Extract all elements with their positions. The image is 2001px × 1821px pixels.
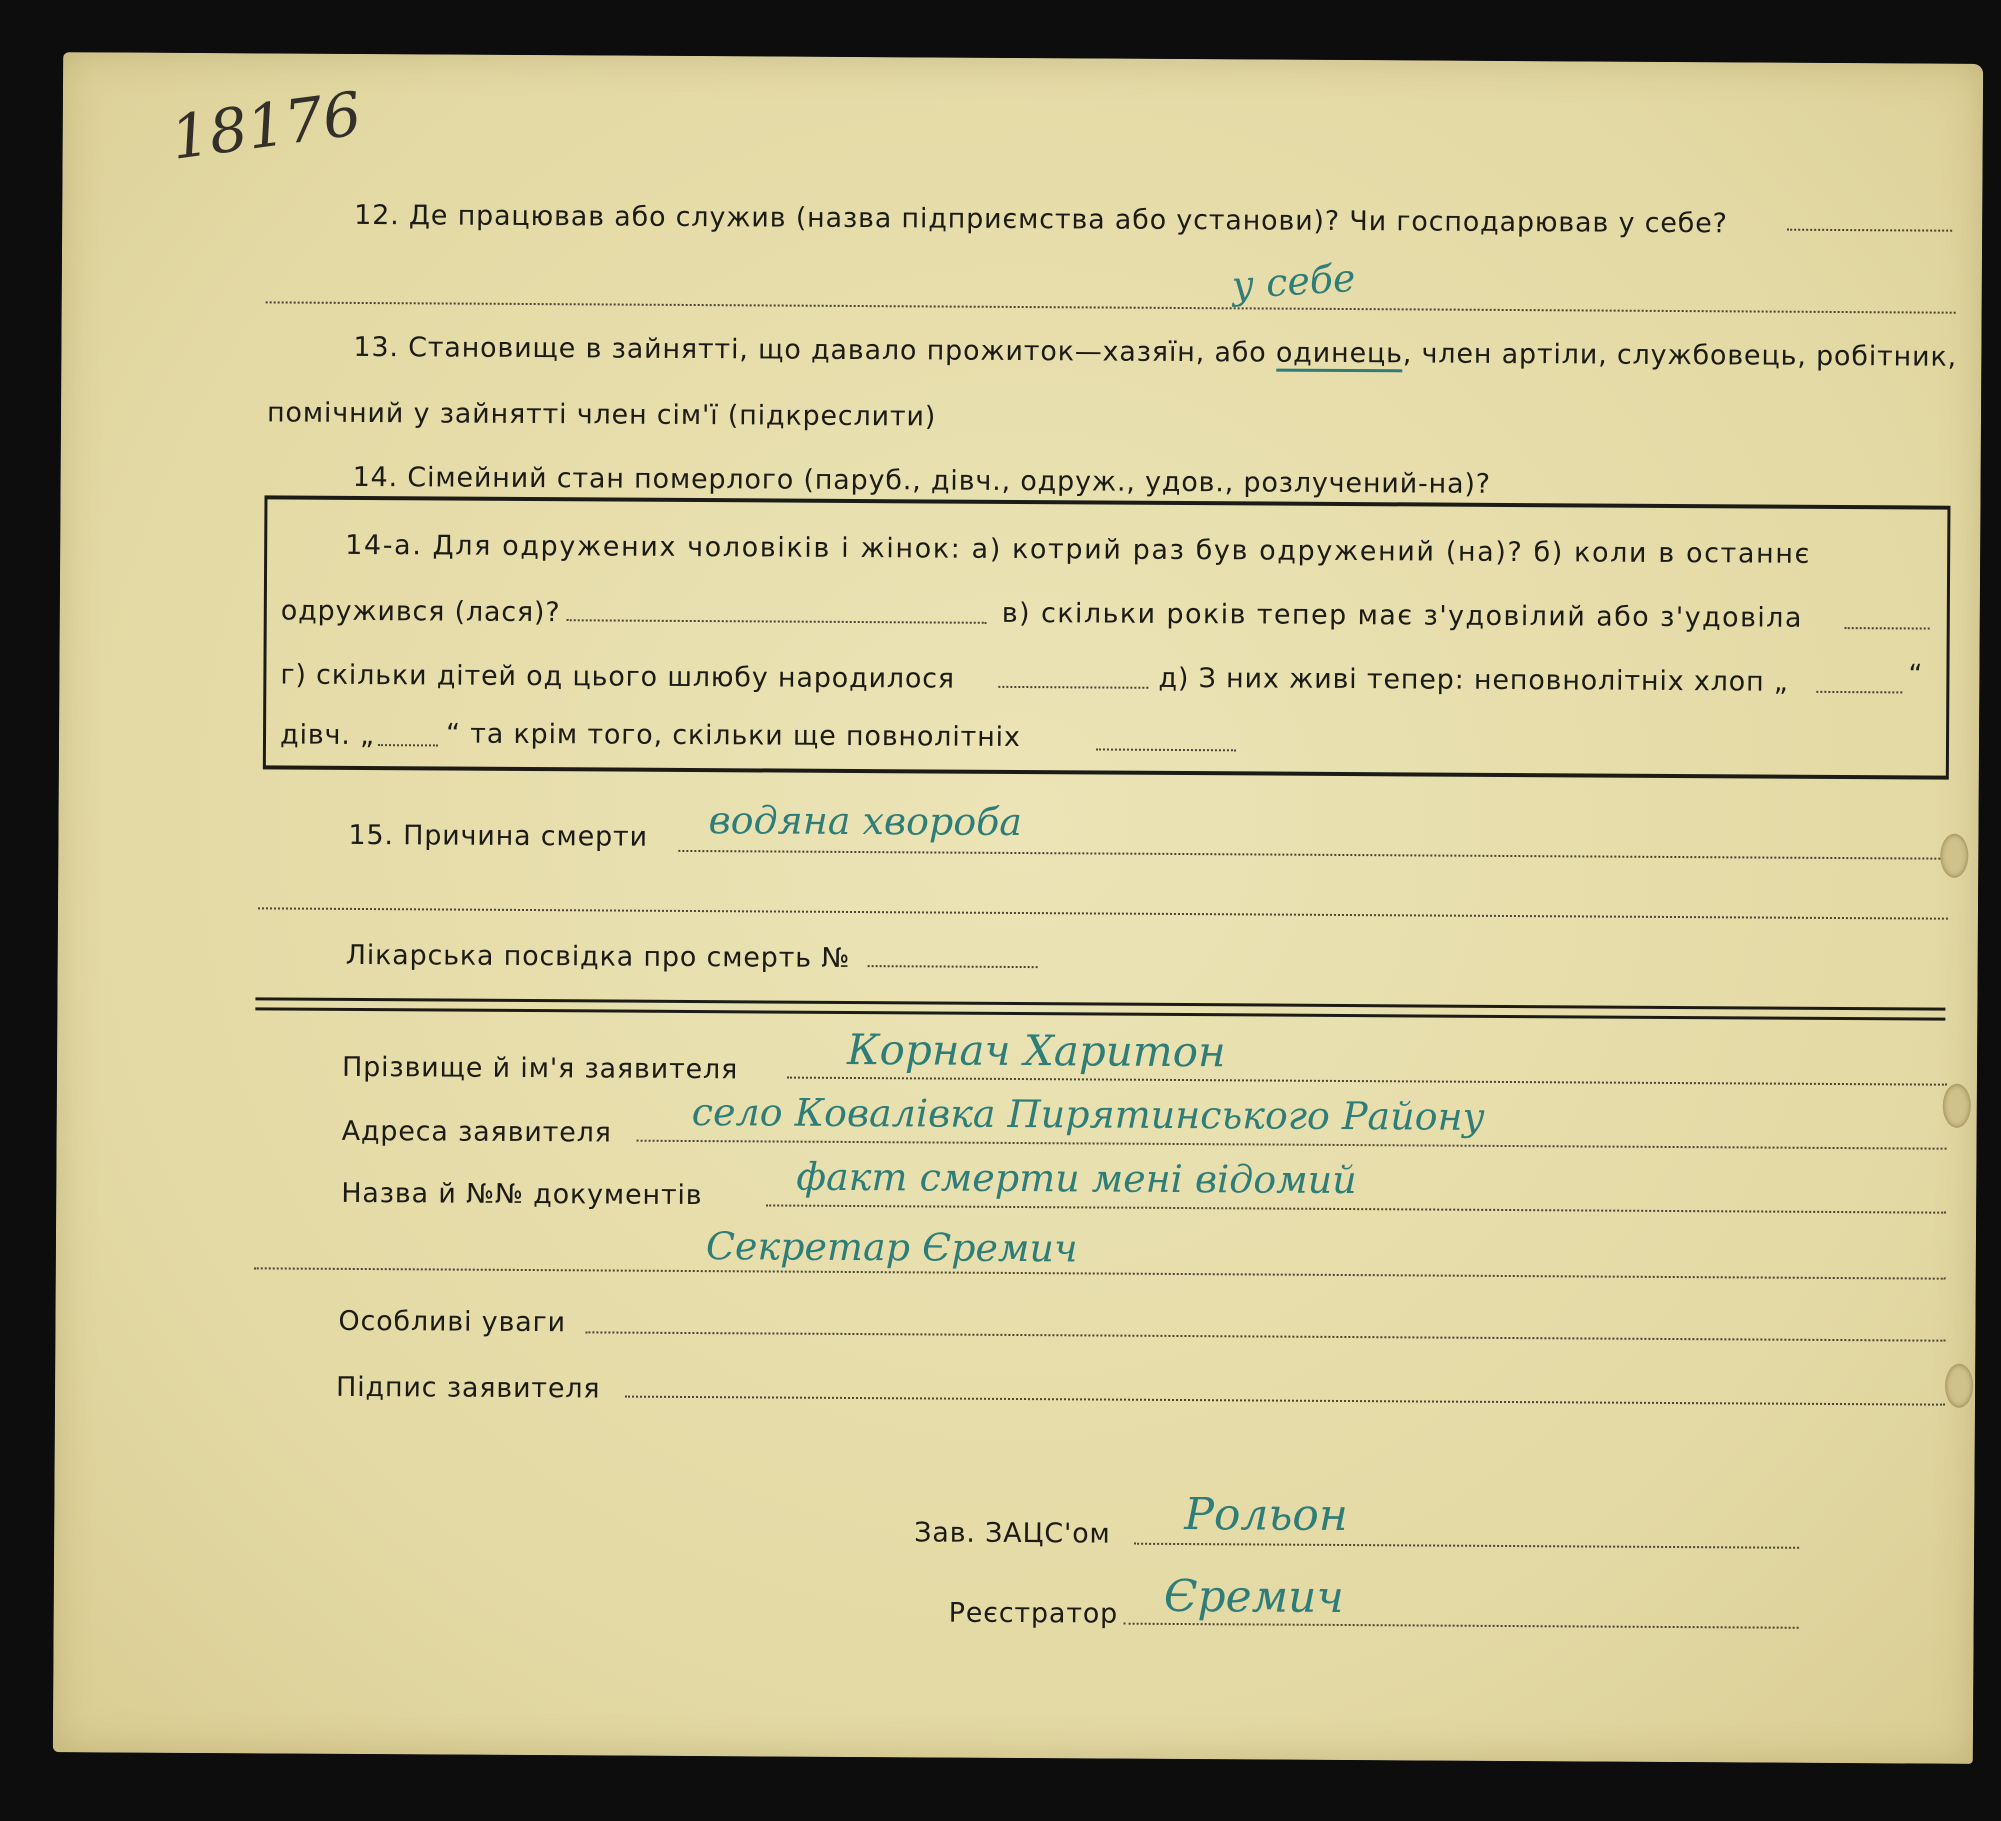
q14a-line2-dots-2 bbox=[1845, 627, 1930, 630]
applicant-name-label: Прізвище й ім'я заявителя bbox=[341, 1051, 739, 1086]
applicant-notes-line bbox=[585, 1331, 1945, 1341]
q12-label: 12. Де працював або служив (назва підприємства або установи)? Чи господарював у себе? bbox=[354, 199, 1728, 240]
q14a-line3-dots-2 bbox=[1816, 691, 1902, 694]
q14a-line4a: дівч. „ bbox=[279, 719, 375, 752]
q15-answer: водяна хвороба bbox=[708, 798, 1023, 845]
applicant-name-line bbox=[787, 1077, 1947, 1086]
q15-label: 15. Причина смерти bbox=[348, 819, 648, 853]
applicant-docs-value-1: факт смерти мені відомий bbox=[796, 1154, 1357, 1203]
certificate-label: Лікарська посвідка про смерть № bbox=[345, 939, 851, 974]
applicant-signature-label: Підпис заявителя bbox=[335, 1371, 601, 1405]
head-signature: Рольон bbox=[1184, 1489, 1348, 1542]
binding-hole bbox=[1945, 1364, 1973, 1408]
applicant-docs-label: Назва й №№ документів bbox=[341, 1177, 703, 1212]
head-label: Зав. ЗАЦС'ом bbox=[914, 1517, 1111, 1550]
registrar-label: Реєстратор bbox=[948, 1597, 1119, 1630]
binding-hole bbox=[1943, 1084, 1971, 1128]
q12-dotline bbox=[1787, 229, 1952, 232]
binding-hole bbox=[1940, 834, 1968, 878]
separator-rule-bottom bbox=[255, 1007, 1945, 1020]
q14a-line4b: “ та крім того, скільки ще повнолітніх bbox=[445, 718, 1021, 754]
applicant-address-line bbox=[637, 1140, 1947, 1150]
q12-answer-line bbox=[266, 301, 1956, 313]
applicant-name-value: Корнач Харитон bbox=[846, 1024, 1226, 1077]
q14a-line2a: одружився (лася)? bbox=[280, 595, 561, 629]
q14a-line1: 14-а. Для одружених чоловіків і жінок: а) котрий раз був одружений (на)? б) коли в останнє bbox=[345, 529, 1812, 570]
q13-line1-post: , член артіли, службовець, робітник, bbox=[1402, 338, 1957, 373]
q14a-line2b: в) скільки років тепер має з'удовілий або з'удовіла bbox=[1001, 597, 1803, 634]
applicant-docs-second-line bbox=[254, 1267, 1946, 1279]
registrar-signature: Єремич bbox=[1163, 1570, 1345, 1624]
q14a-line3-dots-1 bbox=[998, 686, 1148, 689]
applicant-docs-line bbox=[766, 1204, 1946, 1213]
q15-second-line bbox=[258, 907, 1948, 919]
head-signature-line bbox=[1134, 1543, 1799, 1549]
q13-selected-option: одинець bbox=[1276, 338, 1403, 373]
q14-label: 14. Сімейний стан померлого (паруб., дівч., одруж., удов., розлучений-на)? bbox=[352, 461, 1491, 500]
q14a-line4-dots-1 bbox=[378, 744, 438, 746]
q13-line1 bbox=[353, 332, 1957, 373]
q14a-line3c: “ bbox=[1908, 659, 1924, 691]
applicant-address-value: село Ковалівка Пирятинського Району bbox=[691, 1090, 1485, 1139]
applicant-signature-line bbox=[625, 1396, 1945, 1406]
registrar-signature-line bbox=[1124, 1623, 1799, 1629]
certificate-dotline bbox=[868, 965, 1038, 968]
q13-line2: помічний у зайнятті член сім'ї (підкреслити) bbox=[266, 397, 937, 433]
sheet-number: 18176 bbox=[166, 78, 366, 174]
applicant-notes-label: Особливі уваги bbox=[338, 1305, 566, 1339]
applicant-docs-value-2: Секретар Єремич bbox=[705, 1224, 1078, 1271]
q14a-line3b: д) З них живі тепер: неповнолітніх хлоп „ bbox=[1158, 662, 1789, 698]
q14a-box bbox=[263, 495, 1951, 779]
applicant-address-label: Адреса заявителя bbox=[341, 1115, 612, 1149]
q13-line1-pre: 13. Становище в зайнятті, що давало прожиток—хазяїн, або bbox=[353, 331, 1277, 369]
q12-answer: у себе bbox=[1230, 255, 1357, 308]
q15-dotline bbox=[678, 850, 1948, 860]
q14a-line4-dots-2 bbox=[1096, 748, 1236, 751]
q14a-line3a: г) скільки дітей од цього шлюбу народилося bbox=[280, 659, 956, 695]
q14a-line2-dots-1 bbox=[567, 619, 987, 624]
register-page bbox=[53, 52, 1983, 1764]
